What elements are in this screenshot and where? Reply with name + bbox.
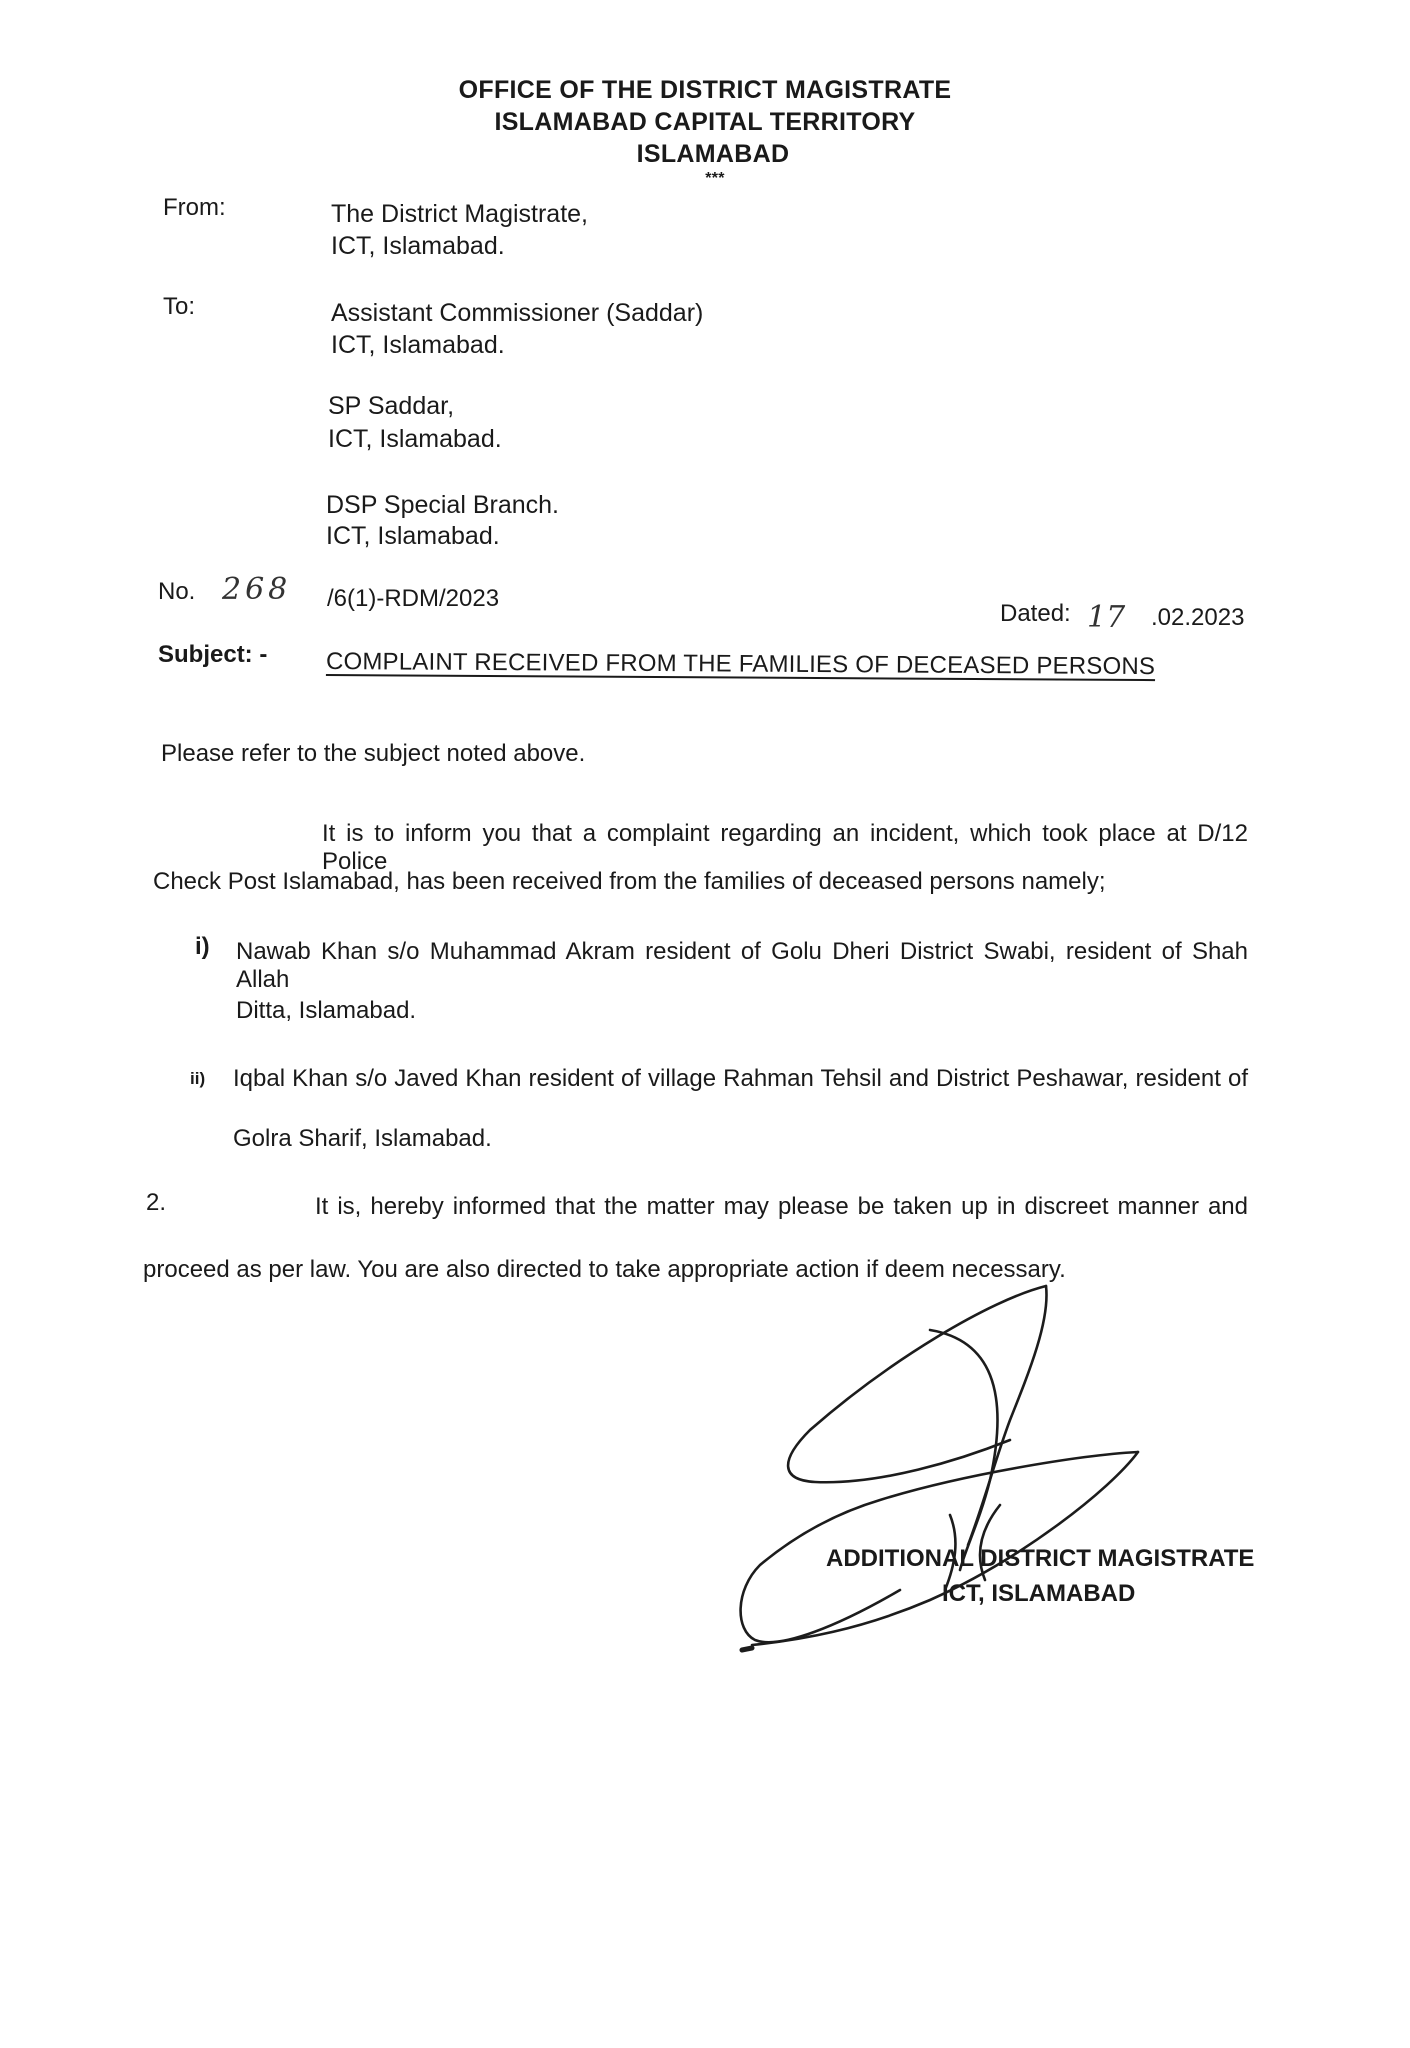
dated-suffix: .02.2023 bbox=[1151, 604, 1245, 631]
office-city: ISLAMABAD bbox=[636, 140, 790, 168]
reference-label: No. bbox=[158, 578, 196, 605]
recipient-3-line1: DSP Special Branch. bbox=[326, 491, 559, 519]
item-2-marker: ii) bbox=[190, 1069, 206, 1088]
recipient-3-line2: ICT, Islamabad. bbox=[326, 522, 500, 550]
subject-text: COMPLAINT RECEIVED FROM THE FAMILIES OF DECEASED PERSONS bbox=[325, 648, 1156, 681]
reference-handwritten-number: 268 bbox=[222, 572, 292, 607]
recipient-1-line2: ICT, Islamabad. bbox=[331, 331, 505, 359]
item-1-line1: Nawab Khan s/o Muhammad Akram resident of Golu Dheri District Swabi, resident of Shah Allah bbox=[236, 938, 1248, 993]
para2-number: 2. bbox=[146, 1189, 167, 1216]
reference-suffix: /6(1)-RDM/2023 bbox=[327, 585, 500, 612]
office-subtitle: ISLAMABAD CAPITAL TERRITORY bbox=[494, 108, 916, 136]
office-title: OFFICE OF THE DISTRICT MAGISTRATE bbox=[458, 76, 952, 104]
para1-line2: Check Post Islamabad, has been received from the families of deceased persons namely; bbox=[153, 868, 1106, 895]
item-1-marker: i) bbox=[195, 933, 210, 960]
to-label: To: bbox=[163, 293, 196, 320]
from-line1: The District Magistrate, bbox=[331, 200, 589, 228]
recipient-2-line1: SP Saddar, bbox=[328, 392, 455, 420]
item-2-line2: Golra Sharif, Islamabad. bbox=[233, 1125, 492, 1152]
para2-line2: proceed as per law. You are also directed to take appropriate action if deem necessary. bbox=[143, 1256, 1066, 1283]
recipient-2-line2: ICT, Islamabad. bbox=[328, 425, 502, 453]
item-2-line1: Iqbal Khan s/o Javed Khan resident of village Rahman Tehsil and District Peshawar, resident of bbox=[233, 1065, 1248, 1092]
dated-handwritten-day: 17 bbox=[1087, 600, 1126, 635]
subject-label: Subject: - bbox=[158, 641, 268, 668]
header-stars: *** bbox=[705, 170, 725, 187]
para1-line1: It is to inform you that a complaint regarding an incident, which took place at D/12 Police bbox=[322, 820, 1248, 875]
from-label: From: bbox=[163, 194, 226, 221]
signatory-office: ICT, ISLAMABAD bbox=[942, 1580, 1136, 1607]
intro-paragraph: Please refer to the subject noted above. bbox=[161, 740, 586, 767]
signatory-title: ADDITIONAL DISTRICT MAGISTRATE bbox=[826, 1545, 1255, 1572]
dated-label: Dated: bbox=[1000, 600, 1071, 627]
recipient-1-line1: Assistant Commissioner (Saddar) bbox=[331, 299, 704, 327]
item-1-line2: Ditta, Islamabad. bbox=[236, 997, 417, 1024]
para2-line1: It is, hereby informed that the matter may please be taken up in discreet manner and bbox=[315, 1193, 1248, 1220]
from-line2: ICT, Islamabad. bbox=[331, 232, 505, 260]
